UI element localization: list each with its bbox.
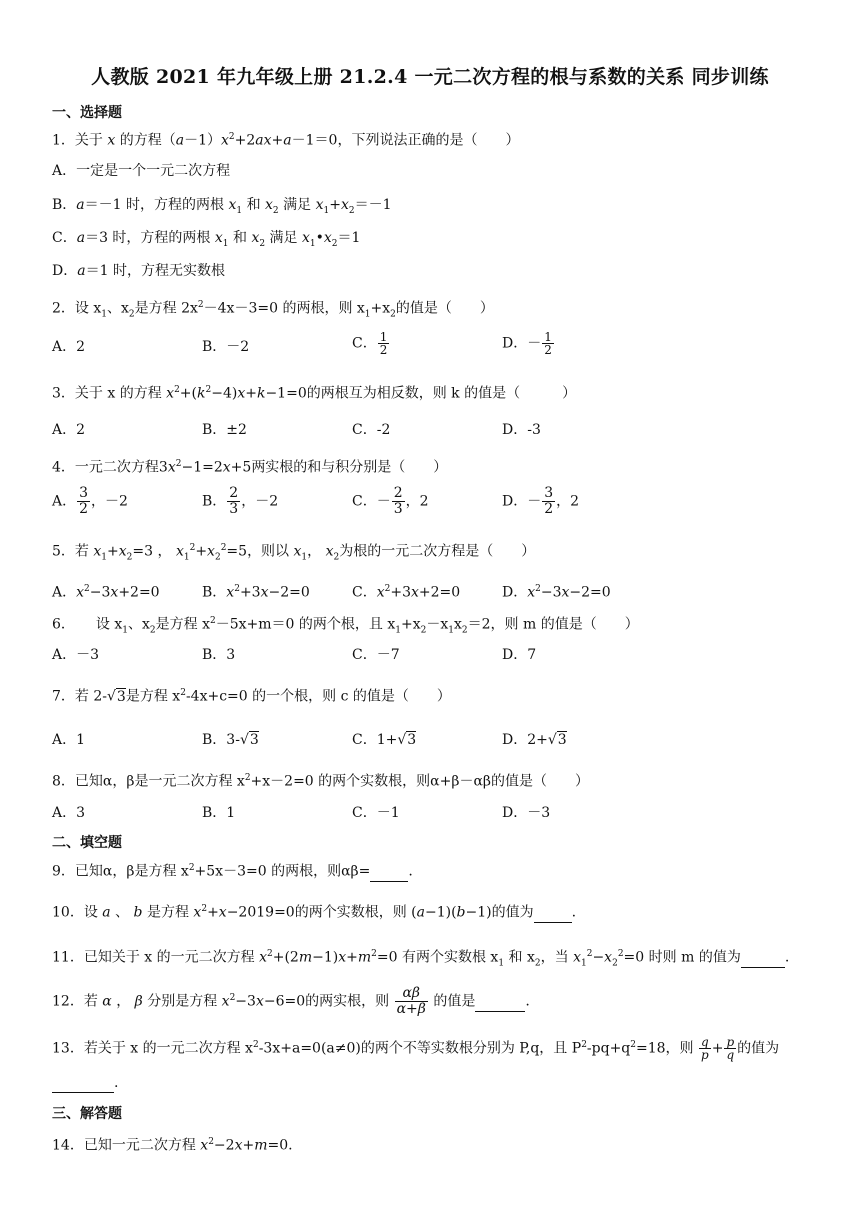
question-2-stem: 2．设 $x_1$、$x_2$是方程 $2x^2-4x-3=0$ 的两根，则 $x_1+x_2$的值是（ ） xyxy=(52,300,494,320)
answer-blank[interactable] xyxy=(370,863,408,882)
question-13-answer-line: . xyxy=(52,1074,118,1093)
question-7-option-b: B．3-√3 xyxy=(202,732,259,748)
answer-blank[interactable] xyxy=(534,904,572,923)
question-6-option-b: B．3 xyxy=(202,647,236,663)
question-6-option-c: C．－7 xyxy=(352,647,400,663)
section-heading-fill: 二、填空题 xyxy=(52,835,122,851)
question-3-option-d: D．-3 xyxy=(502,422,541,438)
question-3-stem: 3．关于 x 的方程 $x^2+(k^2-4)x+k-1=0$的两根互为相反数，则 k 的值是（ ） xyxy=(52,385,577,402)
question-7-option-a: A．1 xyxy=(52,732,86,748)
question-7-option-d: D．2+√3 xyxy=(502,732,567,748)
question-13-stem: 13．若关于 x 的一元二次方程 $x^2-3x+a=0(a\ne 0)$的两个不等实数根分别为 P,q，且 $P^2-pq+q^2=18$，则 $\frac{q}{p}$ + $\frac{p}{q}$ 的值为 xyxy=(52,1035,780,1063)
question-14-stem: 14．已知一元二次方程 $x^2-2x+m=0$. xyxy=(52,1137,293,1154)
question-2-option-c: C． $\frac{1}{2}$ xyxy=(352,330,388,357)
question-5-option-a: A．$x^2-3x+2=0$ xyxy=(52,584,160,601)
question-12-stem: 12．若 α ， β 分别是方程 $x^2-3x-6=0$的两实根，则 $\frac{\alpha\beta}{\alpha+\beta}$ 的值是 . xyxy=(52,985,530,1017)
question-3-option-b: B．±2 xyxy=(202,422,247,438)
question-5-stem: 5．若 $x_1+x_2=3$ ， $x_1^2+x_2^2=5$，则以 $x_1$， $x_2$为根的一元二次方程是（ ） xyxy=(52,543,536,563)
question-4-option-d: D．－ $\frac{3}{2}$ ，2 xyxy=(502,485,580,517)
question-7-stem: 7．若 2-√3是方程 $x^2-4x+c=0$ 的一个根，则 c 的值是（ ） xyxy=(52,688,451,705)
page-title: 人教版 2021 年九年级上册 21.2.4 一元二次方程的根与系数的关系 同步训练 xyxy=(91,66,769,88)
question-1-stem: 1．关于 x 的方程$(a-1)x^2+2ax+a-1=0$，下列说法正确的是（ ） xyxy=(52,132,520,149)
question-7-option-c: C．1+√3 xyxy=(352,732,417,748)
question-11-stem: 11．已知关于 x 的一元二次方程 $x^2+(2m-1)x+m^2=0$ 有两个实数根 $x_1$ 和 $x_2$，当 $x_1^2-x_2^2=0$ 时则 m 的值为 . xyxy=(52,949,790,969)
question-2-option-d: D．－ $\frac{1}{2}$ xyxy=(502,330,552,357)
answer-blank[interactable] xyxy=(475,993,525,1012)
answer-blank[interactable] xyxy=(52,1074,114,1093)
question-8-option-c: C．－1 xyxy=(352,805,400,821)
question-4-option-b: B． $\frac{2}{3}$ ，－2 xyxy=(202,485,279,517)
question-8-option-a: A．3 xyxy=(52,805,86,821)
question-1-option-c: C．a＝3 时，方程的两根 $x_1$ 和 $x_2$ 满足 $x_1•x_2=1$ xyxy=(52,230,361,249)
question-6-option-d: D．7 xyxy=(502,647,537,663)
question-1-option-b: B．a＝－1 时，方程的两根 $x_1$ 和 $x_2$ 满足 $x_1+x_2=-1$ xyxy=(52,197,392,216)
question-8-option-b: B．1 xyxy=(202,805,236,821)
question-1-option-a: A．一定是一个一元二次方程 xyxy=(52,163,231,179)
question-4-stem: 4．一元二次方程$3x^2-1=2x+5$两实根的和与积分别是（ ） xyxy=(52,459,448,476)
section-heading-solve: 三、解答题 xyxy=(52,1106,122,1122)
question-3-option-c: C．-2 xyxy=(352,422,391,438)
question-5-option-b: B．$x^2+3x-2=0$ xyxy=(202,584,310,601)
question-8-stem: 8．已知α，β是一元二次方程 $x^2+x-2=0$ 的两个实数根，则α+β－αβ的值是（ ） xyxy=(52,773,589,790)
question-9-stem: 9．已知α，β是方程 $x^2+5x-3=0$ 的两根，则αβ= . xyxy=(52,863,413,880)
question-10-stem: 10．设 a 、 b 是方程 $x^2+x-2019=0$的两个实数根，则 (a−1)(b−1)的值为 . xyxy=(52,904,577,921)
question-4-option-c: C．－ $\frac{2}{3}$ ，2 xyxy=(352,485,429,517)
question-5-option-d: D．$x^2-3x-2=0$ xyxy=(502,584,611,601)
question-6-option-a: A．－3 xyxy=(52,647,100,663)
question-6-stem: 6． 设 $x_1$、$x_2$是方程 $x^2-5x+m=0$ 的两个根，且 $x_1+x_2-x_1x_2=2$，则 m 的值是（ ） xyxy=(52,616,639,636)
answer-blank[interactable] xyxy=(741,949,785,968)
question-3-option-a: A．2 xyxy=(52,422,86,438)
question-5-option-c: C．$x^2+3x+2=0$ xyxy=(352,584,461,601)
question-4-option-a: A． $\frac{3}{2}$ ，－2 xyxy=(52,485,128,517)
question-2-option-b: B．－2 xyxy=(202,339,250,355)
question-8-option-d: D．－3 xyxy=(502,805,551,821)
question-2-option-a: A．2 xyxy=(52,339,86,355)
section-heading-choice: 一、选择题 xyxy=(52,105,122,121)
question-1-option-d: D．a＝1 时，方程无实数根 xyxy=(52,263,225,279)
